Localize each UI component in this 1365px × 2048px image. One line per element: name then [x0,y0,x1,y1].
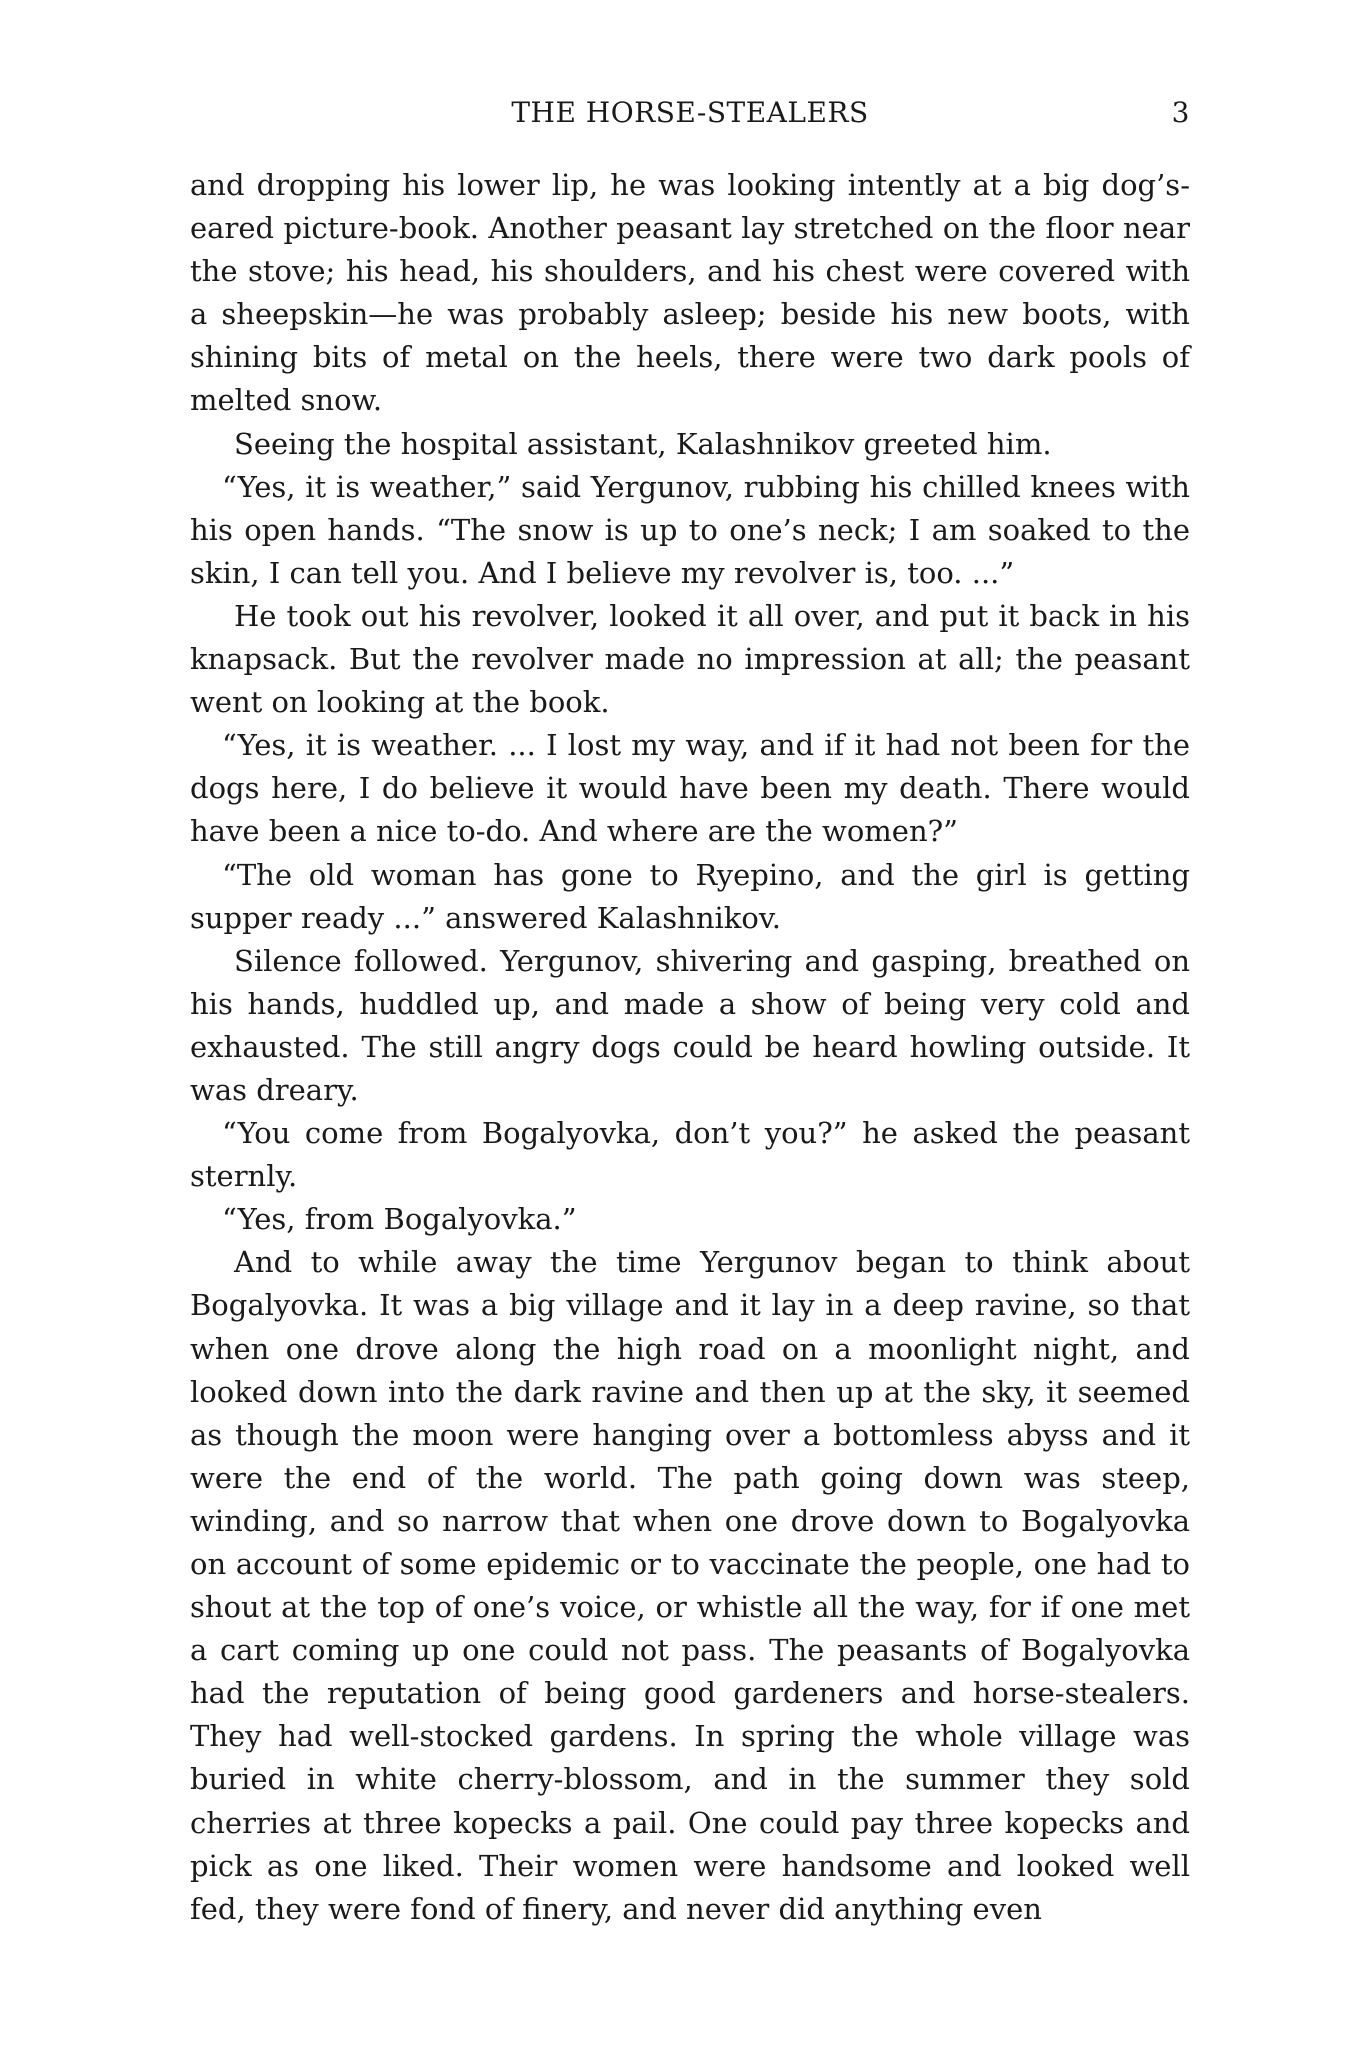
paragraph-dialogue: “Yes, it is weather. ... I lost my way, and if it had not been for the dogs here, I do believe it would have been my death. There would have been a nice to-do. And where are the women?” [190,728,1190,849]
paragraph: And to while away the time Yergunov began to think about Bogalyovka. It was a big village and it lay in a deep ravine, so that when one drove along the high road on a moonlight night, and looked down into the dark ravine and then up at the sky, it seemed as though the moon were hanging over a bottomless abyss and it were the end of the world. The path going down was steep, winding, and so narrow that when one drove down to Bogalyovka on account of some epidemic or to vaccinate the people, one had to shout at the top of one’s voice, or whistle all the way, for if one met a cart coming up one could not pass. The peasants of Bogalyovka had the reputation of being good gardeners and horse-stealers. They had well-stocked gardens. In spring the whole village was buried in white cherry-blossom, and in the summer they sold cherries at three kopecks a pail. One could pay three kopecks and pick as one liked. Their women were handsome and looked well fed, they were fond of finery, and never did anything even [190,1245,1190,1926]
paragraph-dialogue: “Yes, from Bogalyovka.” [222,1202,577,1237]
paragraph: Silence followed. Yergunov, shivering and gasping, breathed on his hands, huddled up, and made a show of being very cold and exhausted. The still angry dogs could be heard howling outside. It was dreary. [190,943,1190,1107]
running-head [190,96,1190,136]
paragraph-dialogue: “You come from Bogalyovka, don’t you?” he asked the peasant sternly. [190,1116,1190,1194]
paragraph: He took out his revolver, looked it all over, and put it back in his knapsack. But the revolver made no impression at all; the peasant went on looking at the book. [190,598,1190,720]
paragraph: Seeing the hospital assistant, Kalashnikov greeted him. [234,426,1052,461]
running-title: THE HORSE-STEALERS [511,96,869,129]
paragraph-dialogue: “The old woman has gone to Ryepino, and the girl is getting supper ready ...” answered Kalashnikov. [190,857,1190,935]
page-number: 3 [1171,96,1190,129]
paragraph-dialogue: “Yes, it is weather,” said Yergunov, rubbing his chilled knees with his open hands. “The snow is up to one’s neck; I am soaked to the skin, I can tell you. And I believe my revolver is, too. ...” [190,469,1190,590]
body-text [190,164,1190,1931]
paragraph-continued: and dropping his lower lip, he was looking intently at a big dog’s-eared picture-book. Another peasant lay stretched on the floor near the stove; his head, his shoulders, and his chest were covered with a sheepskin—he was probably asleep; beside his new boots, with shining bits of metal on the heels, there were two dark pools of melted snow. [190,168,1190,418]
